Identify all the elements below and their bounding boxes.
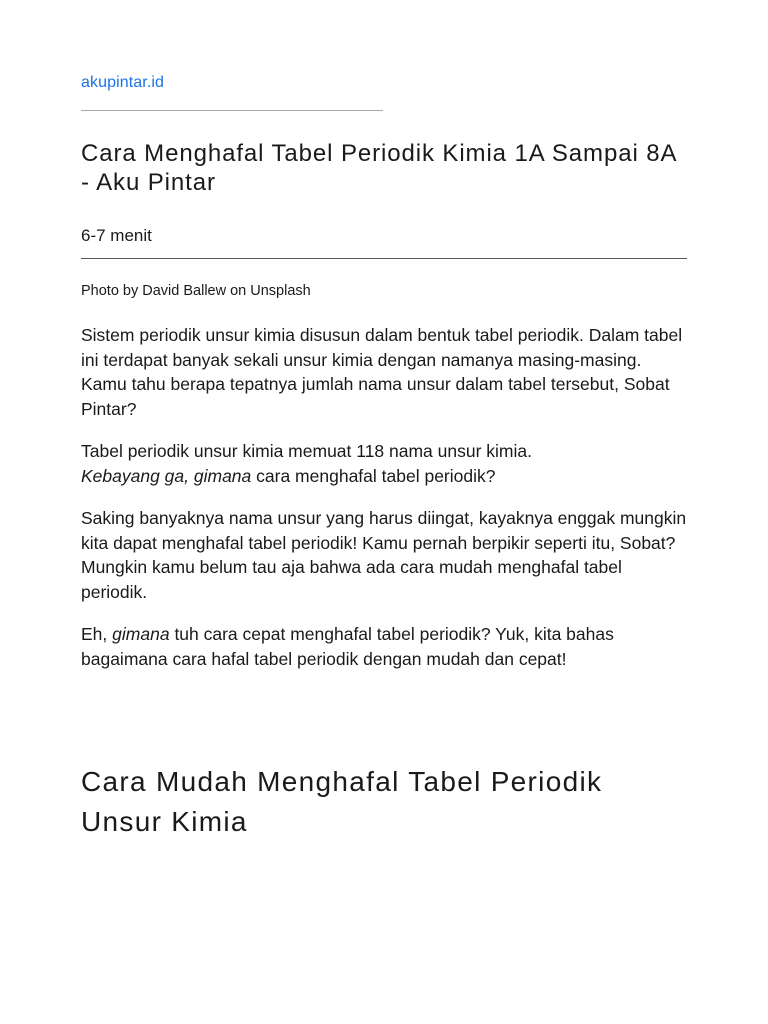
section-heading: Cara Mudah Menghafal Tabel Periodik Unsur Kimia xyxy=(81,766,603,837)
paragraph-italic: Kebayang ga, gimana xyxy=(81,465,252,486)
paragraph-text: Tabel periodik unsur kimia memuat 118 nama unsur kimia. xyxy=(81,441,532,461)
meta-divider xyxy=(81,258,687,259)
article-body xyxy=(81,323,687,689)
paragraph-transition xyxy=(81,622,687,671)
paragraph-text: Eh, xyxy=(81,624,108,644)
paragraph-text: cara menghafal tabel periodik? xyxy=(256,465,496,486)
source-divider xyxy=(81,110,383,111)
read-time: 6-7 menit xyxy=(81,226,152,245)
paragraph-question: Saking banyaknya nama unsur yang harus diingat, kayaknya enggak mungkin kita dapat menghafal tabel periodik! Kamu pernah berpikir seperti itu, Sobat? Mungkin kamu belum tau aja bahwa ada cara mudah menghafal tabel periodik. xyxy=(81,508,687,602)
paragraph-italic: gimana xyxy=(112,624,170,644)
paragraph-intro: Sistem periodik unsur kimia disusun dalam bentuk tabel periodik. Dalam tabel ini terdapat banyak sekali unsur kimia dengan namanya masing-masing. Kamu tahu berapa tepatnya jumlah nama unsur dalam tabel tersebut, Sobat Pintar? xyxy=(81,325,683,419)
paragraph-text: tuh cara cepat menghafal tabel periodik? Yuk, kita bahas bagaimana cara hafal tabel periodik dengan mudah dan cepat! xyxy=(81,624,614,669)
photo-credit: Photo by David Ballew on Unsplash xyxy=(81,283,311,299)
source-link[interactable]: akupintar.id xyxy=(81,74,165,91)
paragraph-element-count xyxy=(81,439,687,488)
article-title: Cara Menghafal Tabel Periodik Kimia 1A Sampai 8A - Aku Pintar xyxy=(81,140,677,196)
